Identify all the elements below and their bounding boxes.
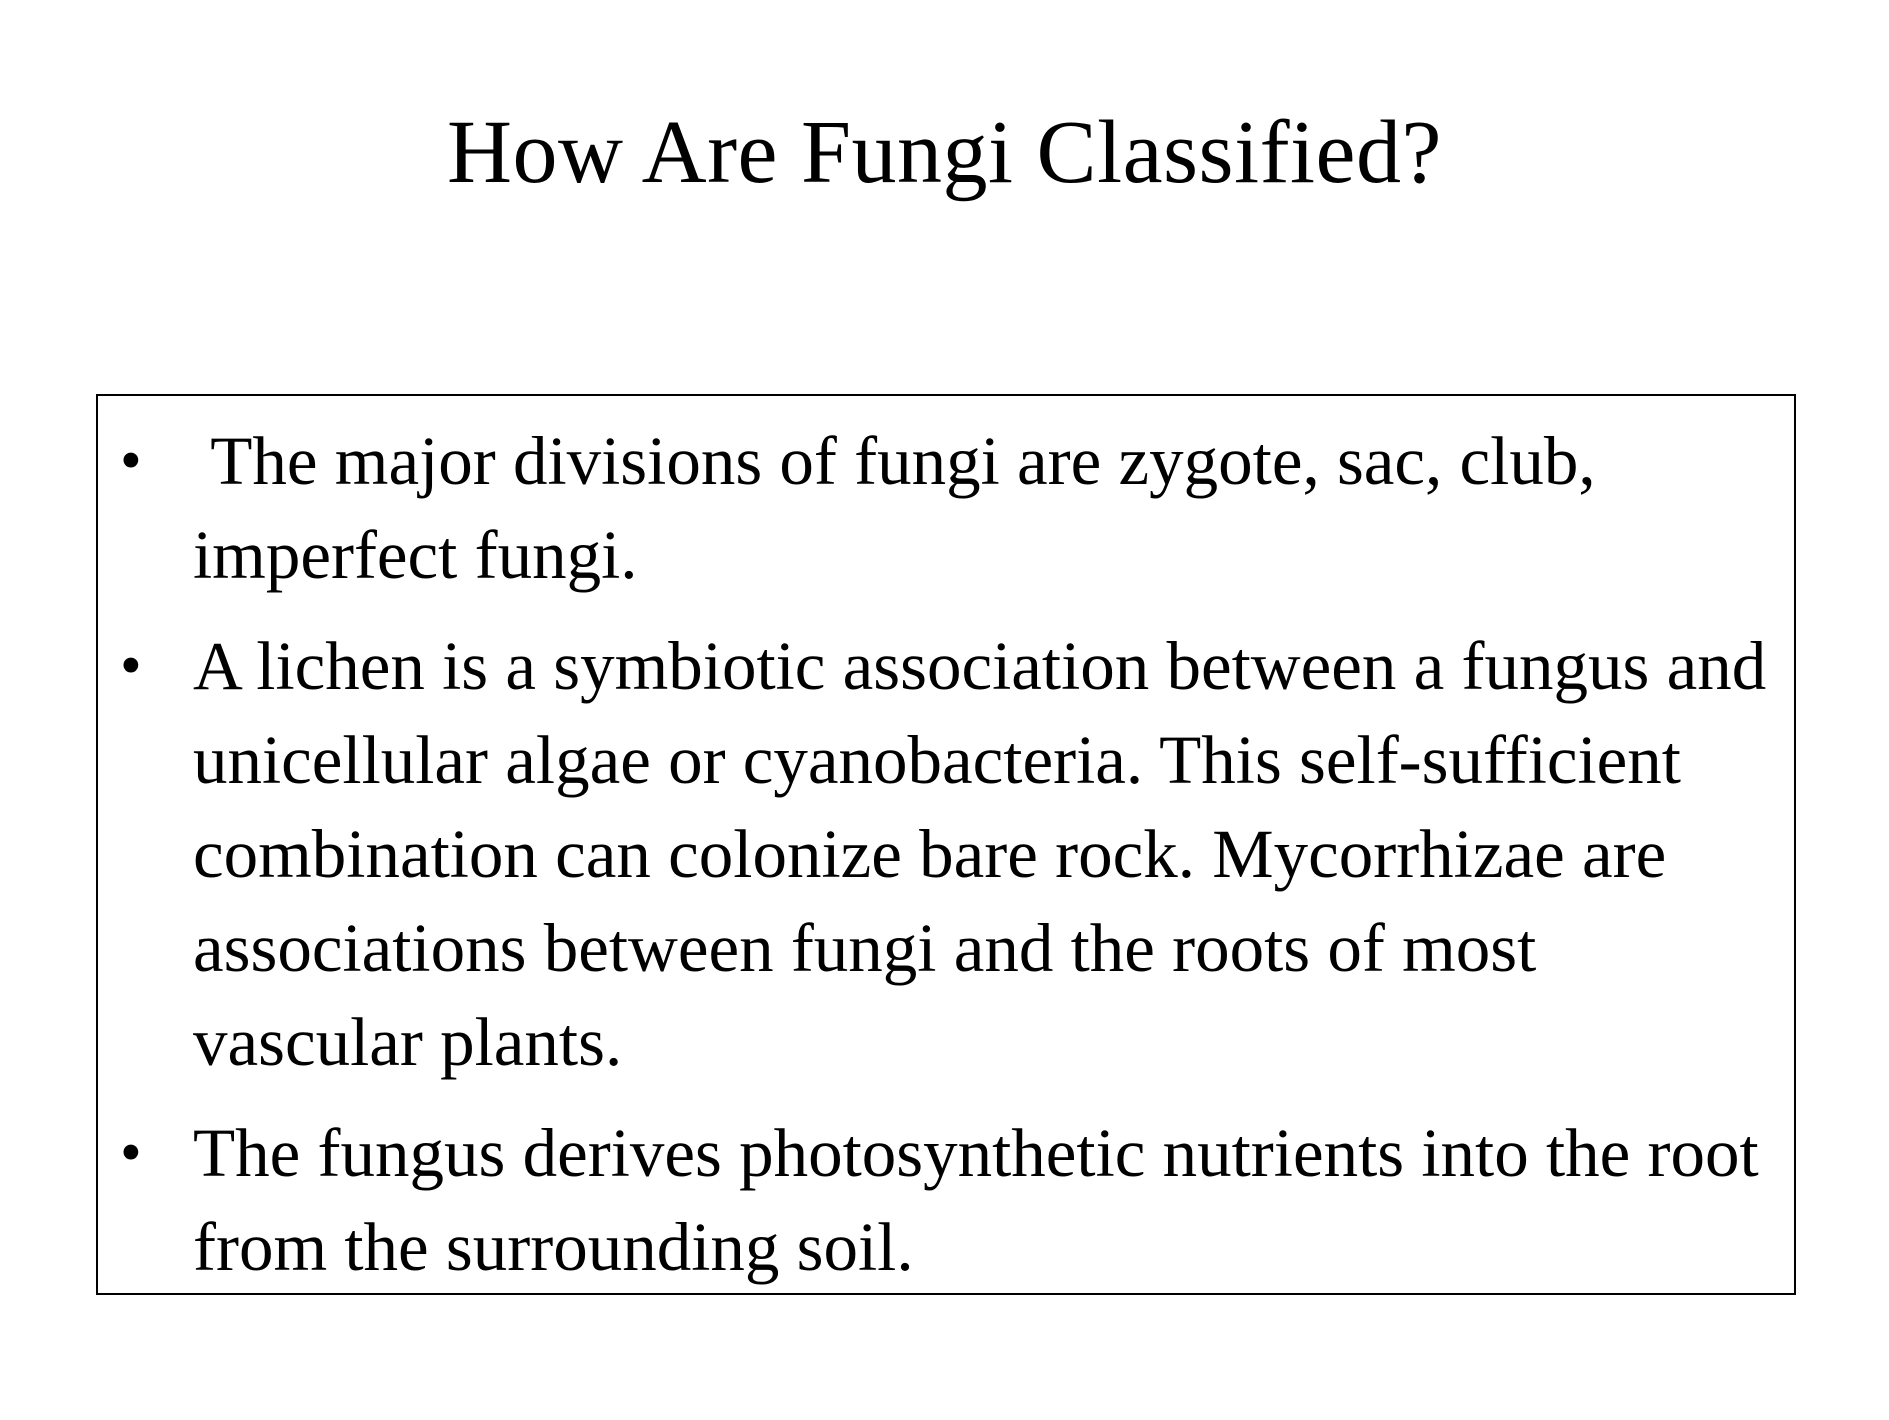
bullet-item-lichen: [98, 619, 1794, 1089]
slide-title: How Are Fungi Classified?: [447, 103, 1442, 202]
bullet-item-divisions: [98, 414, 1794, 602]
bullet-item-fungus-nutrients: [98, 1106, 1794, 1294]
bullet-text-fungus-nutrients: The fungus derives photosynthetic nutrients into the root from the surrounding soil.: [193, 1115, 1759, 1285]
bullet-text-divisions: The major divisions of fungi are zygote, sac, club, imperfect fungi.: [193, 423, 1613, 593]
bullet-list: [98, 414, 1794, 1311]
bullet-marker: •: [120, 632, 142, 700]
bullet-marker: •: [120, 1119, 142, 1187]
bullet-text-lichen: A lichen is a symbiotic association between a fungus and unicellular algae or cyanobacteria. This self-sufficient combination can colonize bare rock. Mycorrhizae are associations between fungi and the roots of most vascular plants.: [193, 628, 1767, 1080]
content-box: [96, 394, 1796, 1295]
bullet-marker: •: [120, 427, 142, 495]
